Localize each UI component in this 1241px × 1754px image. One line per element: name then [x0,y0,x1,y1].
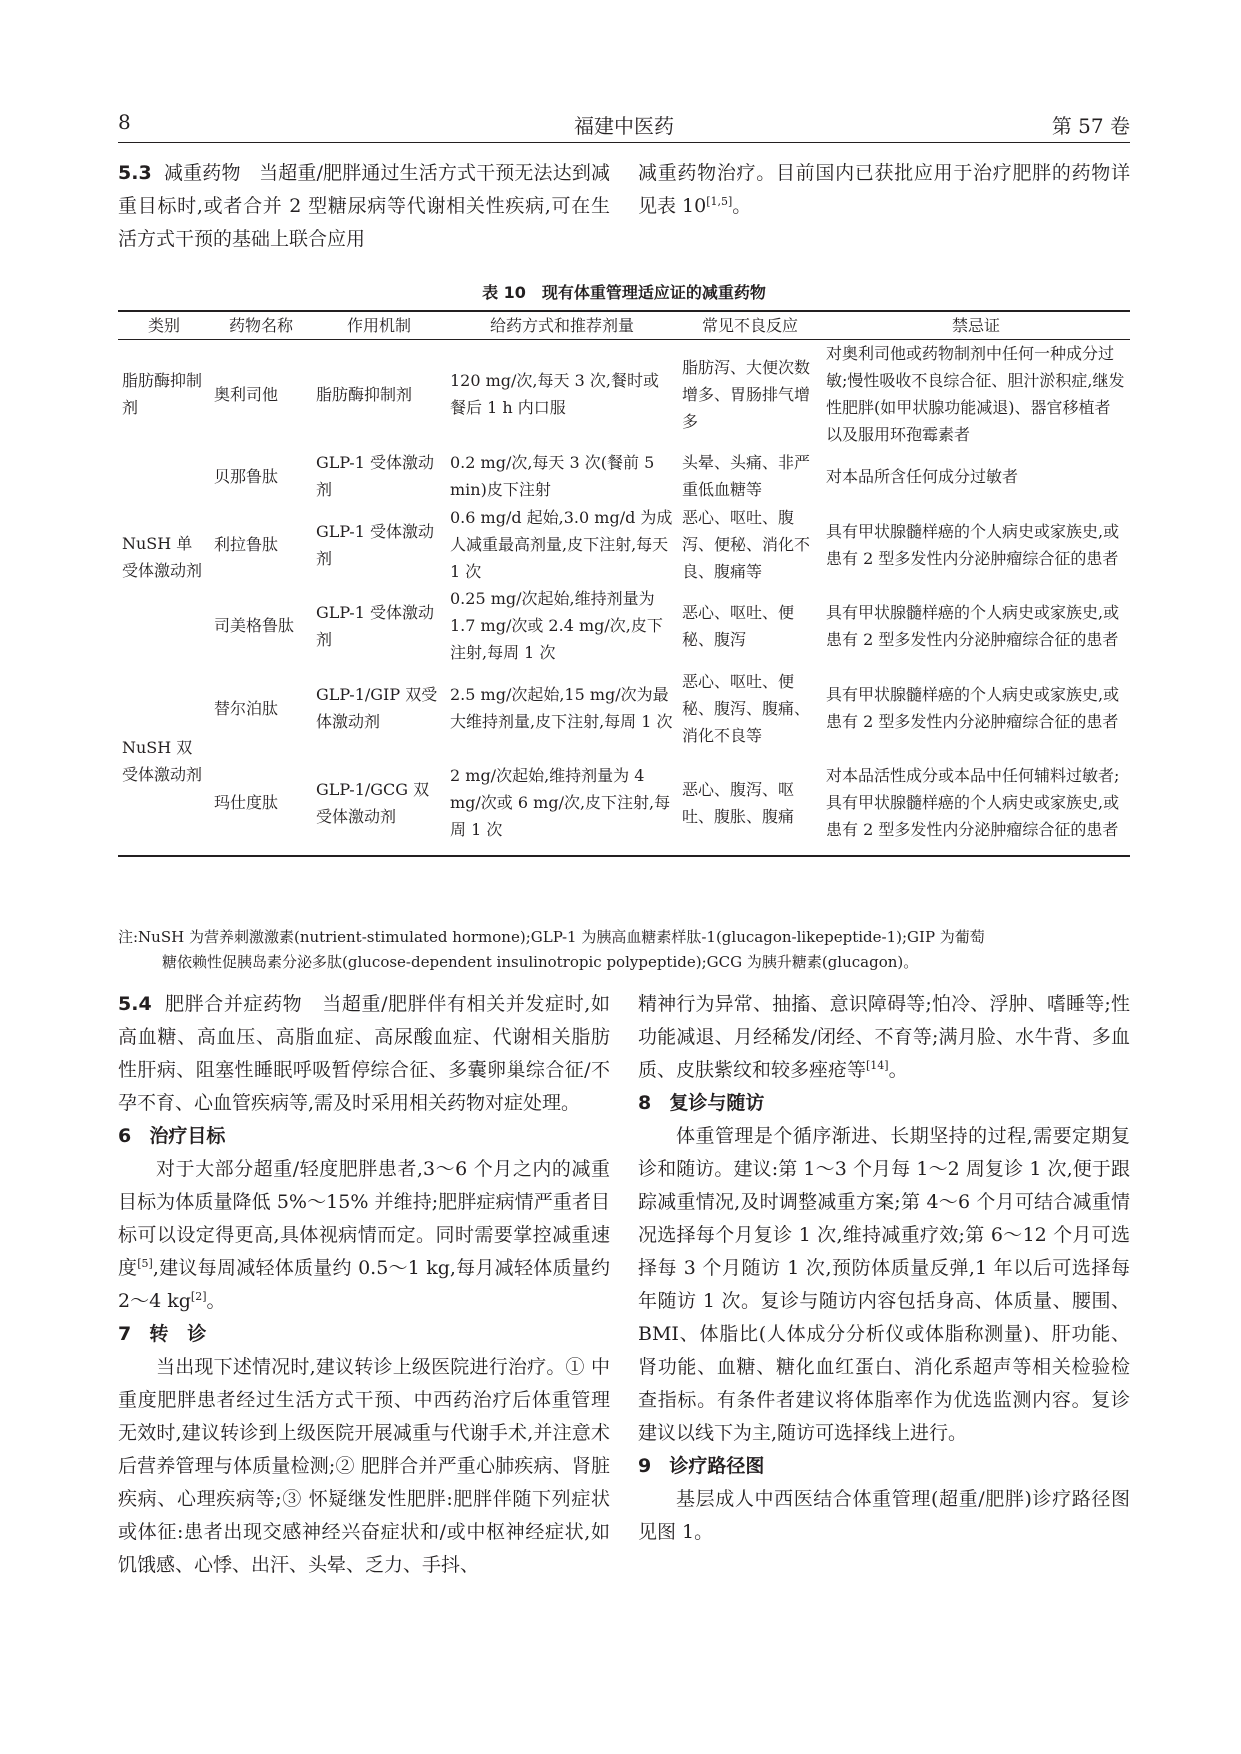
section-number: 9 [638,1455,652,1477]
table-row [118,750,1130,856]
left-column [118,988,610,1582]
section-body: 当超重/肥胖伴有相关并发症时,如高血糖、高血压、高脂血症、高尿酸血症、代谢相关脂肪性肝病、阻塞性睡眠呼吸暂停综合征、多囊卵巢综合征/不孕不育、心血管疾病等,需及时采用相关药物对症处理。 [118,993,610,1114]
sentence-end: 。 [732,195,752,217]
section-6-body [118,1153,610,1318]
cell-adverse-reactions: 恶心、呕吐、腹泻、便秘、消化不良、腹痛等 [682,508,811,581]
section-number: 5.3 [118,162,152,184]
cell-contraindications: 具有甲状腺髓样癌的个人病史或家族史,或患有 2 型多发性内分泌肿瘤综合征的患者 [826,602,1120,649]
citation: [1,5] [706,194,733,208]
section-7-heading [118,1318,610,1351]
section-body: 对于大部分超重/轻度肥胖患者,3～6 个月之内的减重目标为体质量降低 5%～15% 并维持;肥胖症病情严重者目标可以设定得更高,具体视病情而定。同时需要掌控减重速度 [118,1158,610,1279]
section-number: 7 [118,1323,132,1345]
header-dosage: 给药方式和推荐剂量 [446,311,678,340]
cell-mechanism: GLP-1 受体激动剂 [316,602,434,649]
section-body: 当超重/肥胖通过生活方式干预无法达到减重目标时,或者合并 2 型糖尿病等代谢相关性疾病,可在生活方式干预的基础上联合应用 [118,162,610,250]
table-row [118,504,1130,585]
section-number: 8 [638,1092,652,1114]
section-6-heading [118,1120,610,1153]
table-note-line: 糖依赖性促胰岛素分泌多肽(glucose-dependent insulinotropic polypeptide);GCG 为胰升糖素(glucagon)。 [162,953,919,971]
section-7-body [118,1351,610,1582]
cell-mechanism: GLP-1/GCG 双受体激动剂 [316,779,430,826]
section-body: ,建议每周减轻体质量约 0.5～1 kg,每月减轻体质量约 2～4 kg [118,1257,610,1312]
cell-adverse-reactions: 恶心、腹泻、呕吐、腹胀、腹痛 [682,779,795,826]
cell-contraindications: 具有甲状腺髓样癌的个人病史或家族史,或患有 2 型多发性内分泌肿瘤综合征的患者 [826,521,1120,568]
section-title: 复诊与随访 [669,1092,765,1114]
section-5-3-col1 [118,157,610,256]
table-caption: 表 10 现有体重管理适应证的减重药物 [482,283,766,302]
cell-dosage: 2.5 mg/次起始,15 mg/次为最大维持剂量,皮下注射,每周 1 次 [450,685,673,731]
cell-drug-name: 司美格鲁肽 [214,616,295,635]
header-adverse-reactions: 常见不良反应 [678,311,822,340]
sentence-end: 。 [888,1059,908,1081]
table-row [118,666,1130,750]
cell-dosage: 0.6 mg/d 起始,3.0 mg/d 为成人减重最高剂量,皮下注射,每天 1 次 [450,508,673,581]
table-row [118,585,1130,666]
citation: [2] [190,1289,207,1303]
cell-dosage: 0.25 mg/次起始,维持剂量为 1.7 mg/次或 2.4 mg/次,皮下注射,每周 1 次 [450,589,663,662]
volume-label: 第 57 卷 [1051,114,1130,138]
cell-category: NuSH 单受体激动剂 [122,534,203,580]
sentence-end: 。 [206,1290,226,1312]
drug-table [118,310,1130,857]
cell-drug-name: 利拉鲁肽 [214,535,279,554]
cell-contraindications: 对本品所含任何成分过敏者 [826,466,1019,486]
section-title: 治疗目标 [149,1125,226,1147]
section-number: 6 [118,1125,132,1147]
cell-drug-name: 替尔泊肽 [214,698,279,718]
cell-adverse-reactions: 头晕、头痛、非严重低血糖等 [682,453,811,499]
section-5-3-col2 [638,157,1130,223]
cell-contraindications: 具有甲状腺髓样癌的个人病史或家族史,或患有 2 型多发性内分泌肿瘤综合征的患者 [826,685,1120,731]
table-note [118,925,1130,975]
section-7-body-continued [638,988,1130,1087]
section-8-body: 体重管理是个循序渐进、长期坚持的过程,需要定期复诊和随访。建议:第 1～3 个月每 1～2 周复诊 1 次,便于跟踪减重情况,及时调整减重方案;第 4～6 个月可结合减重情况选择每个月复诊 1 次,维持减重疗效;第 6～12 个月可选择每 3 个月随访 1 次,预防体质量反弹,1 年以后可选择每年随访 1 次。复诊与随访内容包括身高、体质量、腰围、BMI、体脂比(人体成分分析仪或体脂称测量)、肝功能、肾功能、血糖、糖化血红蛋白、消化系超声等相关检验检查指标。有条件者建议将体脂率作为优选监测内容。复诊建议以线下为主,随访可选择线上进行。 [638,1125,1130,1444]
cell-drug-name: 贝那鲁肽 [214,466,279,486]
cell-mechanism: GLP-1 受体激动剂 [316,521,434,568]
right-column [638,988,1130,1549]
cell-contraindications: 对本品活性成分或本品中任何辅料过敏者;具有甲状腺髓样癌的个人病史或家族史,或患有 2 型多发性内分泌肿瘤综合征的患者 [826,766,1120,839]
table-header-row [118,311,1130,340]
cell-adverse-reactions: 恶心、呕吐、便秘、腹泻、腹痛、消化不良等 [682,671,811,745]
section-body: 当出现下述情况时,建议转诊上级医院进行治疗。① 中重度肥胖患者经过生活方式干预、中西药治疗后体重管理无效时,建议转诊到上级医院开展减重与代谢手术,并注意术后营养管理与体质量检测;② 肥胖合并严重心肺疾病、肾脏疾病、心理疾病等;③ 怀疑继发性肥胖:肥胖伴随下列症状或体征:患者出现交感神经兴奋症状和/或中枢神经症状,如饥饿感、心悸、出汗、头晕、乏力、手抖、 [118,1356,610,1576]
cell-contraindications: 对奥利司他或药物制剂中任何一种成分过敏;慢性吸收不良综合征、胆汁淤积症,继发性肥胖(如甲状腺功能减退)、器官移植者以及服用环孢霉素者 [826,344,1125,444]
page-number: 8 [118,110,131,134]
section-5-4 [118,988,610,1120]
page-header [118,102,1130,143]
header-category: 类别 [118,311,210,340]
section-title: 转 诊 [149,1323,207,1345]
section-title: 肥胖合并症药物 [164,993,303,1015]
cell-drug-name: 奥利司他 [214,384,279,404]
section-9-heading [638,1450,1130,1483]
section-title: 诊疗路径图 [669,1455,765,1477]
cell-mechanism: 脂肪酶抑制剂 [316,384,413,404]
citation: [5] [137,1256,153,1270]
citation: [14] [866,1058,889,1072]
section-body-continued: 精神行为异常、抽搐、意识障碍等;怕冷、浮肿、嗜睡等;性功能减退、月经稀发/闭经、不育等;满月脸、水牛背、多血质、皮肤紫纹和较多痤疮等 [638,993,1130,1081]
section-number: 5.4 [118,993,152,1015]
cell-mechanism: GLP-1/GIP 双受体激动剂 [316,685,438,731]
header-mechanism: 作用机制 [312,311,446,340]
journal-title: 福建中医药 [574,114,674,138]
section-title: 减重药物 [164,162,241,184]
header-contraindications: 禁忌证 [822,311,1130,340]
cell-category: 脂肪酶抑制剂 [122,371,203,417]
cell-drug-name: 玛仕度肽 [214,793,279,812]
cell-dosage: 120 mg/次,每天 3 次,餐时或餐后 1 h 内口服 [450,371,659,417]
cell-dosage: 0.2 mg/次,每天 3 次(餐前 5 min)皮下注射 [450,453,655,499]
table-row [118,340,1130,449]
header-drug-name: 药物名称 [210,311,312,340]
section-body-continued: 减重药物治疗。目前国内已获批应用于治疗肥胖的药物详见表 10 [638,162,1130,217]
cell-adverse-reactions: 脂肪泻、大便次数增多、胃肠排气增多 [682,357,811,431]
cell-dosage: 2 mg/次起始,维持剂量为 4 mg/次或 6 mg/次,皮下注射,每周 1 次 [450,766,671,839]
cell-category: NuSH 双受体激动剂 [122,737,203,784]
table-row [118,448,1130,504]
section-8-heading [638,1087,1130,1120]
cell-mechanism: GLP-1 受体激动剂 [316,453,434,499]
section-9-body: 基层成人中西医结合体重管理(超重/肥胖)诊疗路径图见图 1。 [638,1488,1130,1543]
table-note-line: 注:NuSH 为营养刺激激素(nutrient-stimulated hormone);GLP-1 为胰高血糖素样肽-1(glucagon-likepeptide-1);GIP 为葡萄 [118,928,985,946]
cell-adverse-reactions: 恶心、呕吐、便秘、腹泻 [682,602,795,649]
